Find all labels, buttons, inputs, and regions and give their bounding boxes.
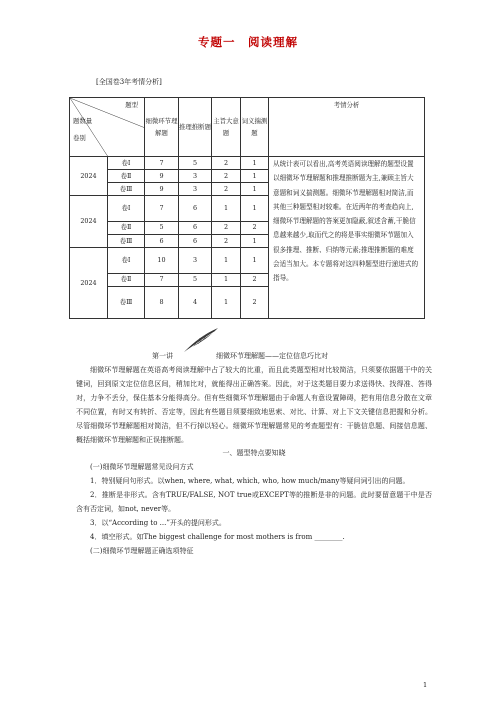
value-cell: 1 [212, 273, 241, 286]
volume-cell: 卷Ⅱ [108, 170, 145, 183]
volume-cell: 卷Ⅰ [108, 196, 145, 222]
value-cell: 2 [212, 183, 241, 196]
section-tag: [全国卷3年考情分析] [96, 78, 162, 86]
value-cell: 3 [179, 183, 212, 196]
value-cell: 2 [241, 287, 269, 319]
quill-icon [180, 326, 220, 354]
value-cell: 5 [179, 273, 212, 286]
page-number: 1 [423, 681, 428, 689]
header-count-label: 题数量 [73, 117, 93, 125]
page-title: 专题一 阅读理解 [198, 35, 298, 49]
value-cell: 2 [241, 273, 269, 286]
value-cell: 2 [212, 234, 241, 247]
value-cell: 1 [212, 196, 241, 222]
value-cell: 4 [179, 287, 212, 319]
volume-cell: 卷Ⅲ [108, 287, 145, 319]
col-header-detail: 细微环节理解题 [145, 98, 179, 157]
analysis-text: 从统计表可以看出,高考英语阅读理解的题型设置以细微环节理解题和推理推断题为主,兼顾主旨大意题和词义揣测题。细微环节理解题相对简洁,而其他三种题型相对较难。在近两年的考查趋向上,细微环节理解题的答案更加隐蔽,叙述含蓄,干脆信息越来越少,取而代之的将是事实细微环节题加入很多推理、推断、归纳等元素;推理推断题的难度会适当加大。本专题将对这四种题型进行递进式的指导。 [269, 157, 425, 319]
volume-cell: 卷Ⅱ [108, 273, 145, 286]
value-cell: 5 [179, 157, 212, 170]
volume-cell: 卷Ⅰ [108, 248, 145, 274]
value-cell: 7 [145, 196, 179, 222]
list-item: 2．推断是非形式。含有TRUE/FALSE, NOT true或EXCEPT等的推断是非的问题。此时要留意题干中是否含有否定词，如not, never等。 [76, 491, 432, 514]
volume-cell: 卷Ⅱ [108, 221, 145, 234]
intro-paragraph: 细微环节理解题在英语高考阅读理解中占了较大的比重，而且此类题型相对比较简洁，只须要依据题干中的关键词，回到原文定位信息区间，稍加比对，就能得出正确答案。因此，对于这类题目要力求送得快、找得准、答得对，力争不丢分，保住基本分能得高分。但有些细微环节理解题由于命题人有意设置障碍，把有用信息分散在文章不同位置，有时又有转折、否定等，因此有些题目须要细致地思索、对比、计算、对上下文关键信息把握和分析。尽管细微环节理解题相对简洁，但不行掉以轻心。细微环节理解题常见的考查题型有：干脆信息题、间接信息题、概括细微环节理解题和正误推断题。 [76, 366, 432, 444]
value-cell: 8 [145, 287, 179, 319]
header-volume-label: 卷别 [73, 134, 86, 142]
value-cell: 1 [241, 196, 269, 222]
table-header-corner [70, 98, 145, 157]
value-cell: 1 [241, 248, 269, 274]
value-cell: 1 [212, 287, 241, 319]
list-item: 3．以“According to ...”开头的提问形式。 [90, 518, 226, 527]
list-item: 4．填空形式。如The biggest challenge for most mothers is from ________. [90, 532, 345, 541]
value-cell: 1 [212, 248, 241, 274]
volume-cell: 卷Ⅲ [108, 234, 145, 247]
section-heading: 一、题型特点要知晓 [222, 449, 286, 458]
value-cell: 6 [179, 221, 212, 234]
value-cell: 6 [179, 234, 212, 247]
value-cell: 9 [145, 170, 179, 183]
col-header-analysis: 考情分析 [269, 98, 425, 157]
value-cell: 6 [145, 234, 179, 247]
col-header-word-meaning: 词义揣测题 [241, 98, 269, 157]
value-cell: 1 [241, 170, 269, 183]
year-cell: 2024 [70, 157, 108, 196]
value-cell: 6 [179, 196, 212, 222]
year-cell: 2024 [70, 196, 108, 248]
col-header-inference: 推理推断题 [179, 98, 212, 157]
subheading: (二)细微环节理解题正确选项特征 [90, 546, 194, 555]
value-cell: 2 [212, 221, 241, 234]
value-cell: 7 [145, 273, 179, 286]
value-cell: 10 [145, 248, 179, 274]
value-cell: 9 [145, 183, 179, 196]
value-cell: 3 [179, 170, 212, 183]
value-cell: 5 [145, 221, 179, 234]
subheading: (一)细微环节理解题常见设问方式 [90, 463, 194, 472]
value-cell: 1 [241, 157, 269, 170]
list-item: 1．特别疑问句形式。以when, where, what, which, who, how much/many等疑问词引出的问题。 [90, 477, 410, 486]
value-cell: 3 [179, 248, 212, 274]
body-text [76, 364, 432, 559]
volume-cell: 卷Ⅲ [108, 183, 145, 196]
value-cell: 7 [145, 157, 179, 170]
header-type-label: 题型 [125, 101, 138, 109]
value-cell: 2 [241, 221, 269, 234]
lecture-title: 细微环节理解题——定位信息巧比对 [216, 352, 328, 360]
value-cell: 1 [241, 183, 269, 196]
col-header-main-idea: 主旨大意题 [212, 98, 241, 157]
year-cell: 2024 [70, 248, 108, 319]
lecture-number: 第一讲 [152, 352, 173, 360]
value-cell: 2 [212, 157, 241, 170]
exam-analysis-table [69, 97, 424, 319]
value-cell: 1 [241, 234, 269, 247]
value-cell: 2 [212, 170, 241, 183]
volume-cell: 卷Ⅰ [108, 157, 145, 170]
